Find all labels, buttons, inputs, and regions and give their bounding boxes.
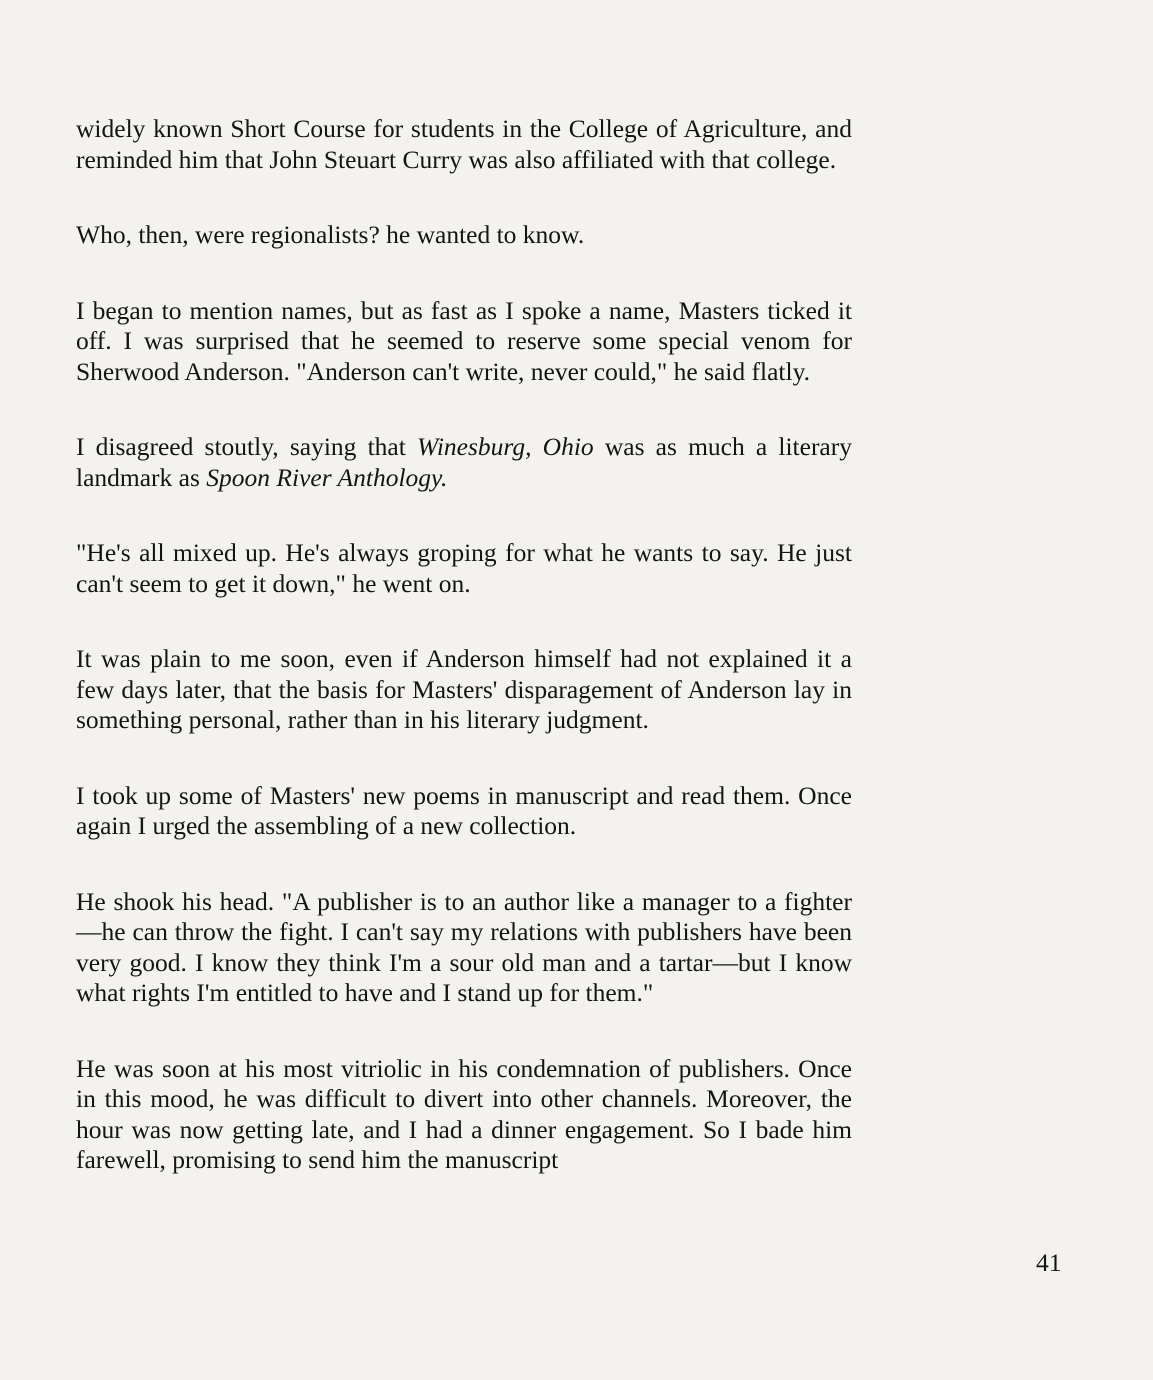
paragraph-7: I took up some of Masters' new poems in manuscript and read them. Once again I urged the assembling of a new collection. [76,780,852,840]
paragraph-4-before: I disagreed stoutly, saying that [76,432,417,461]
paragraph-8: He shook his head. "A publisher is to an author like a manager to a fighter—he can throw the fight. I can't say my relations with publishers have been very good. I know they think I'm a sour old man and a tartar—but I know what rights I'm entitled to have and I stand up for them." [76,886,852,1007]
page-number: 41 [1036,1248,1062,1277]
paragraph-4-middle: was as much a literary landmark as [76,432,852,492]
body-text [76,114,852,1176]
paragraph-6: It was plain to me soon, even if Anderson himself had not explained it a few days later, that the basis for Masters' disparagement of Anderson lay in something personal, rather than in his literary judgment. [76,644,852,734]
book-title-spoon-river: Spoon River Anthology. [206,462,448,492]
paragraph-3: I began to mention names, but as fast as I spoke a name, Masters ticked it off. I was surprised that he seemed to reserve some special venom for Sherwood Anderson. "Anderson can't write, never could," he said flatly. [76,295,852,386]
book-title-winesburg: Winesburg, Ohio [416,432,594,461]
paragraph-4 [76,432,852,493]
paragraph-5: "He's all mixed up. He's always groping for what he wants to say. He just can't seem to get it down," he went on. [76,538,852,598]
paragraph-9: He was soon at his most vitriolic in his condemnation of publishers. Once in this mood, he was difficult to divert into other channels. Moreover, the hour was now getting late, and I had a dinner engagement. So I bade him farewell, promising to send him the manuscript [76,1053,852,1174]
paragraph-1: widely known Short Course for students in the College of Agriculture, and reminded him that John Steuart Curry was also affiliated with that college. [76,114,852,174]
paragraph-2: Who, then, were regionalists? he wanted to know. [76,220,585,249]
